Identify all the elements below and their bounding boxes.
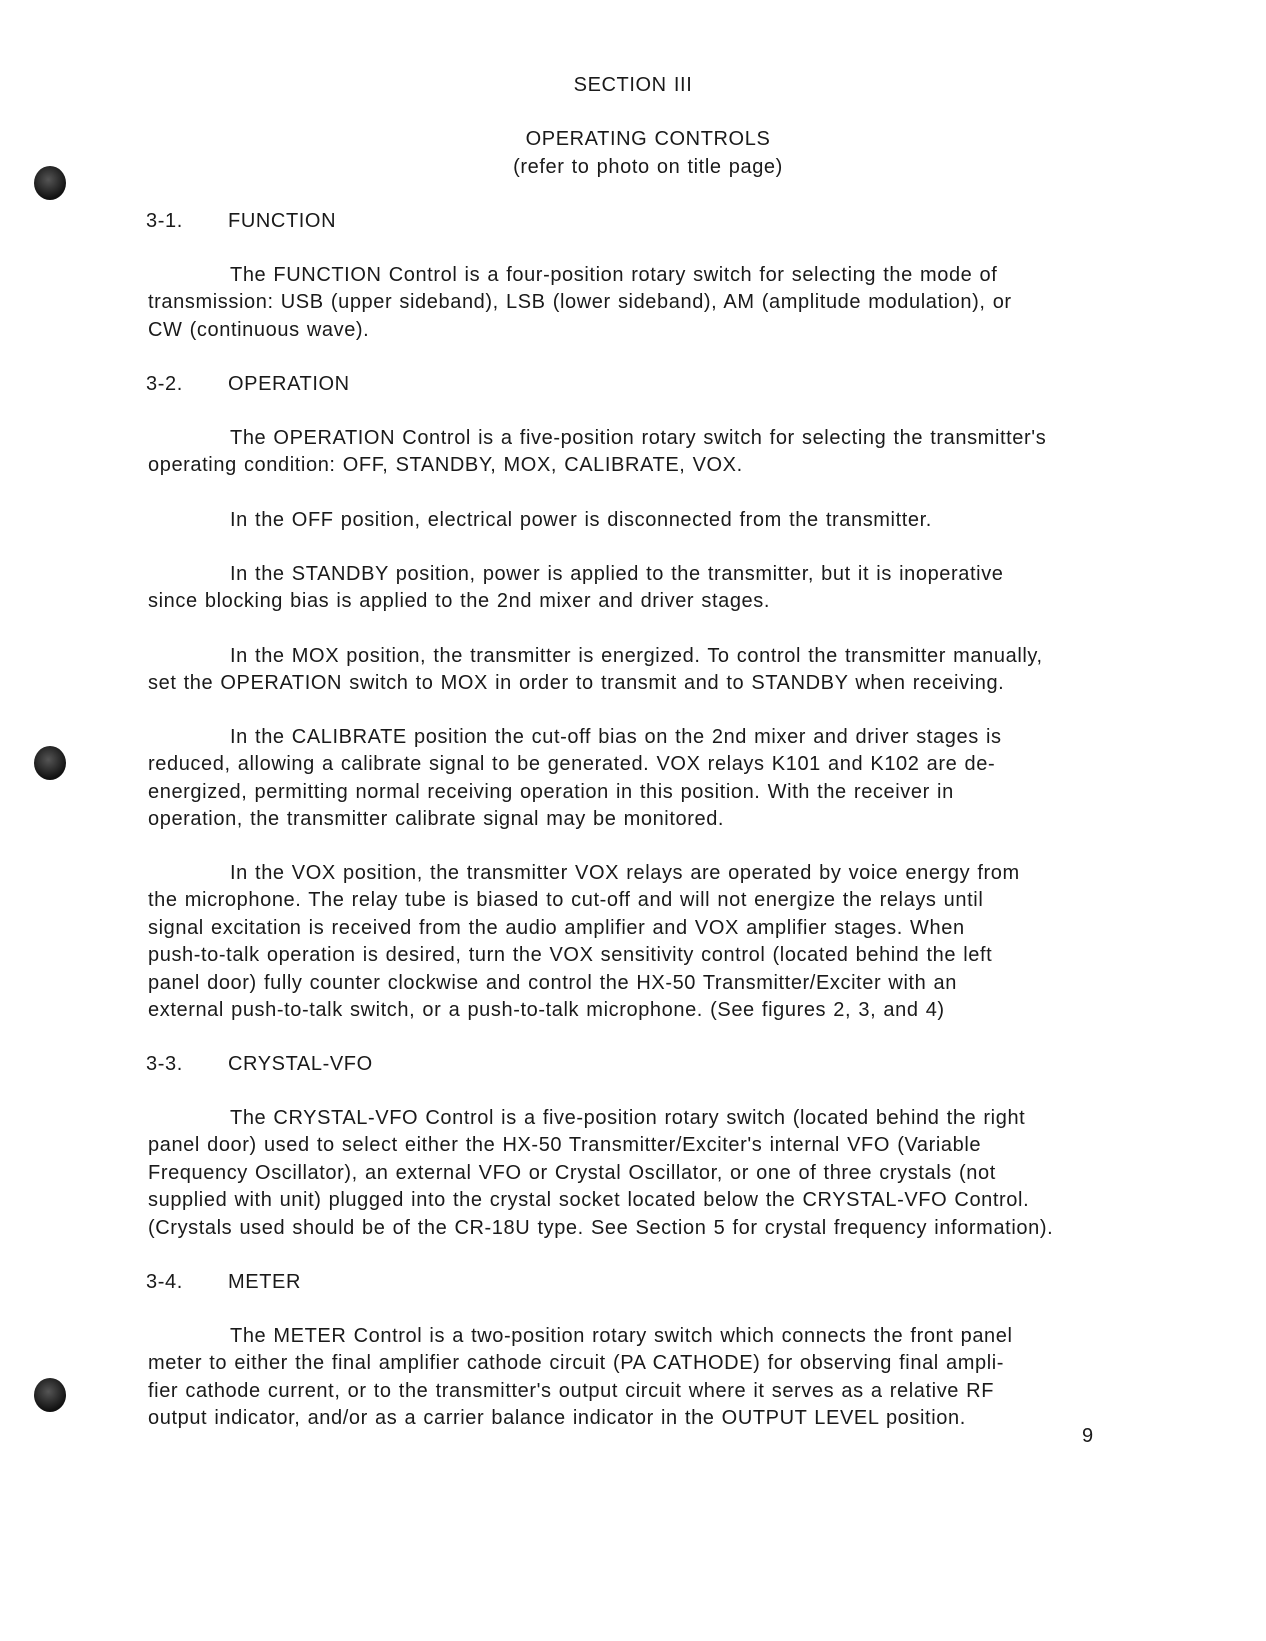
- paragraph-line: push-to-talk operation is desired, turn the VOX sensitivity control (located behind the left: [148, 944, 993, 967]
- section-title: OPERATION: [228, 373, 350, 395]
- page-number: 9: [1082, 1425, 1094, 1447]
- paragraph-line: The OPERATION Control is a five-position rotary switch for selecting the transmitter's: [230, 427, 1047, 449]
- section-title: METER: [228, 1271, 301, 1293]
- paragraph-line: In the STANDBY position, power is applied to the transmitter, but it is inoperative: [230, 563, 1004, 585]
- paragraph-line: The METER Control is a two-position rotary switch which connects the front panel: [230, 1325, 1013, 1347]
- paragraph-line: reduced, allowing a calibrate signal to be generated. VOX relays K101 and K102 are de-: [148, 753, 996, 776]
- page-subtitle: (refer to photo on title page): [513, 156, 783, 178]
- paragraph-line: In the VOX position, the transmitter VOX relays are operated by voice energy from: [230, 862, 1020, 884]
- paragraph-line: external push-to-talk switch, or a push-to-talk microphone. (See figures 2, 3, and 4): [148, 999, 945, 1021]
- paragraph-line: panel door) used to select either the HX-50 Transmitter/Exciter's internal VFO (Variable: [148, 1134, 982, 1157]
- paragraph-line: set the OPERATION switch to MOX in order to transmit and to STANDBY when receiving.: [148, 672, 1005, 695]
- section-heading: SECTION III: [573, 74, 693, 96]
- section-title: CRYSTAL-VFO: [228, 1053, 373, 1075]
- punch-hole: [34, 166, 66, 200]
- section-number: 3-4.: [146, 1271, 183, 1293]
- paragraph-line: energized, permitting normal receiving operation in this position. With the receiver in: [148, 780, 954, 803]
- paragraph-line: Frequency Oscillator), an external VFO or Crystal Oscillator, or one of three crystals (not: [148, 1161, 996, 1184]
- paragraph-line: The FUNCTION Control is a four-position rotary switch for selecting the mode of: [230, 264, 998, 286]
- paragraph-line: In the MOX position, the transmitter is energized. To control the transmitter manually,: [230, 645, 1043, 667]
- section-title: FUNCTION: [228, 210, 337, 232]
- paragraph-line: operating condition: OFF, STANDBY, MOX, CALIBRATE, VOX.: [148, 454, 743, 477]
- paragraph-line: signal excitation is received from the audio amplifier and VOX amplifier stages. When: [148, 916, 965, 939]
- section-number: 3-2.: [146, 373, 183, 395]
- paragraph-line: output indicator, and/or as a carrier balance indicator in the OUTPUT LEVEL position.: [148, 1407, 966, 1430]
- paragraph-line: CW (continuous wave).: [148, 318, 370, 341]
- section-number: 3-1.: [146, 210, 183, 232]
- page-title: OPERATING CONTROLS: [525, 128, 771, 150]
- paragraph-line: supplied with unit) plugged into the crystal socket located below the CRYSTAL-VFO Control.: [148, 1189, 1030, 1212]
- paragraph-line: In the CALIBRATE position the cut-off bias on the 2nd mixer and driver stages is: [230, 726, 1002, 748]
- punch-hole: [34, 1378, 66, 1412]
- section-number: 3-3.: [146, 1053, 183, 1075]
- paragraph-line: transmission: USB (upper sideband), LSB (lower sideband), AM (amplitude modulation), or: [148, 291, 1012, 314]
- paragraph-line: the microphone. The relay tube is biased to cut-off and will not energize the relays until: [148, 889, 984, 912]
- paragraph-line: (Crystals used should be of the CR-18U type. See Section 5 for crystal frequency information).: [148, 1216, 1054, 1239]
- paragraph-line: In the OFF position, electrical power is disconnected from the transmitter.: [230, 509, 932, 531]
- paragraph-line: The CRYSTAL-VFO Control is a five-position rotary switch (located behind the right: [230, 1107, 1026, 1129]
- paragraph-line: operation, the transmitter calibrate signal may be monitored.: [148, 808, 725, 831]
- paragraph-line: panel door) fully counter clockwise and control the HX-50 Transmitter/Exciter with an: [148, 971, 958, 994]
- paragraph-line: since blocking bias is applied to the 2nd mixer and driver stages.: [148, 590, 771, 613]
- punch-hole: [34, 746, 66, 780]
- paragraph-line: meter to either the final amplifier cathode circuit (PA CATHODE) for observing final ampli-: [148, 1352, 1005, 1375]
- paragraph-line: fier cathode current, or to the transmitter's output circuit where it serves as a relative RF: [148, 1379, 995, 1402]
